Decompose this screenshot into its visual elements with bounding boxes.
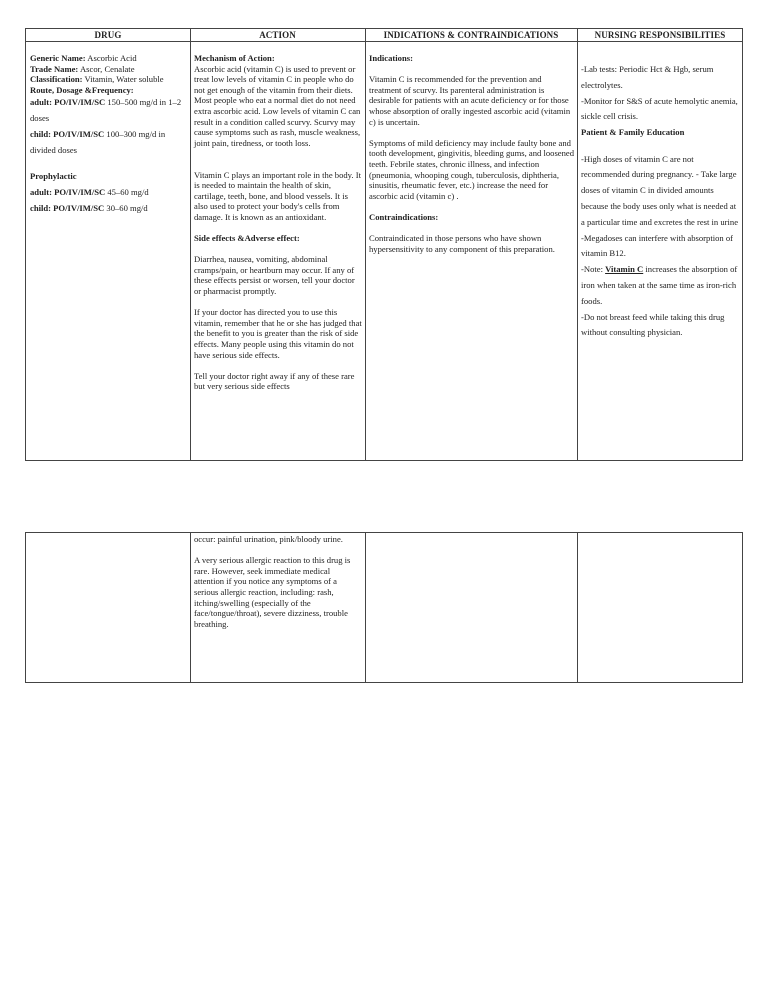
directed-text: If your doctor has directed you to use this vitamin, remember that he or she has judged that the benefit to you is greater than the risk of side effects. Many people using this vitamin do not have serious side effects.	[194, 307, 362, 360]
column-divider	[365, 29, 366, 460]
symptoms-text: Symptoms of mild deficiency may include faulty bone and tooth development, gingivitis, bleeding gums, and loosened teeth. Febrile states, chronic illness, and infection (pneumonia, whooping cough, tuberculosis, diphtheria, sinusitis, rheumatic fever, etc.) increase the need for ascorbic acid (vitamin c) .	[369, 137, 575, 201]
column-divider	[190, 29, 191, 460]
trade-name: Trade Name: Ascor, Cenalate	[30, 63, 135, 74]
classification: Classification: Vitamin, Water soluble	[30, 74, 164, 85]
megadoses-text: -Megadoses can interfere with absorption of vitamin B12.	[581, 232, 734, 259]
side-effects-title: Side effects &Adverse effect:	[194, 233, 300, 244]
header-drug: DRUG	[94, 30, 122, 40]
indications-text: Vitamin C is recommended for the prevention and treatment of scurvy. Its parenteral administration is desirable for patients with an acute deficiency or for those whose absorption of orally ingested ascorbic acid (vitamin c) is uncertain.	[369, 74, 571, 127]
adult-dose: adult: PO/IV/IM/SC 150–500 mg/d in 1–2 doses	[30, 97, 182, 124]
generic-name: Generic Name: Ascorbic Acid	[30, 53, 137, 63]
contraindications-text: Contraindicated in those persons who have shown hypersensitivity to any component of this preparation.	[369, 233, 555, 254]
drug-cell	[30, 53, 188, 217]
action-cell-continued	[194, 534, 362, 629]
contraindications-title: Contraindications:	[369, 211, 439, 222]
drug-table	[25, 28, 743, 461]
moa-text: Ascorbic acid (vitamin C) is used to prevent or treat low levels of vitamin C in people who do not get enough of the vitamin from their diets. Most people who eat a normal diet do not need extra ascorbic acid. Low levels of vitamin C can result in a condition called scurvy. Scurvy may cause symptoms such as rash, muscle weakness, joint pain, tiredness, or tooth loss.	[194, 63, 361, 148]
drug-table-continued	[25, 532, 743, 683]
allergy-text: A very serious allergic reaction to this drug is rare. However, seek immediate medical attention if you notice any symptoms of a serious allergic reaction, including: rash, itching/swelling (especially of the face/tongue/throat), severe dizziness, trouble breathing.	[194, 555, 351, 629]
route-dosage-title: Route, Dosage &Frequency:	[30, 84, 134, 95]
child-dose: child: PO/IV/IM/SC 100–300 mg/d in divided doses	[30, 128, 166, 155]
occur-text: occur: painful urination, pink/bloody urine.	[194, 534, 343, 544]
column-divider	[365, 533, 366, 682]
column-divider	[190, 533, 191, 682]
table-header-row	[26, 29, 742, 42]
tell-text: Tell your doctor right away if any of these rare but very serious side effects	[194, 370, 355, 392]
lab-tests: -Lab tests: Periodic Hct & Hgb, serum electrolytes.	[581, 64, 714, 90]
prophylactic-adult: adult: PO/IV/IM/SC 45–60 mg/d	[30, 186, 149, 197]
monitor-text: -Monitor for S&S of acute hemolytic anemia, sickle cell crisis.	[581, 95, 738, 122]
note-text: -Note: Vitamin C increases the absorption of iron when taken at the same time as iron-rich foods.	[581, 264, 738, 306]
indications-title: Indications:	[369, 53, 413, 63]
indications-cell	[369, 53, 575, 254]
role-text: Vitamin C plays an important role in the body. It is needed to maintain the health of skin, cartilage, teeth, bone, and blood vessels. It is also used to protect your body's cells from damage. It is known as an antioxidant.	[194, 169, 361, 222]
header-action: ACTION	[259, 30, 296, 40]
moa-title: Mechanism of Action:	[194, 53, 275, 63]
header-indications: INDICATIONS & CONTRAINDICATIONS	[383, 30, 559, 40]
action-cell	[194, 53, 362, 392]
education-title: Patient & Family Education	[581, 127, 685, 138]
prophylactic-title: Prophylactic	[30, 171, 77, 182]
side-effects-text: Diarrhea, nausea, vomiting, abdominal cramps/pain, or heartburn may occur. If any of these effects persist or worsen, tell your doctor or pharmacist promptly.	[194, 254, 355, 297]
prophylactic-child: child: PO/IV/IM/SC 30–60 mg/d	[30, 202, 148, 213]
column-divider	[577, 533, 578, 682]
header-nursing: NURSING RESPONSIBILITIES	[594, 30, 726, 40]
nursing-cell	[581, 62, 741, 341]
breastfeed-text: -Do not breast feed while taking this drug without consulting physician.	[581, 311, 725, 338]
column-divider	[577, 29, 578, 460]
high-doses-text: -High doses of vitamin C are not recommended during pregnancy. - Take large doses of vitamin C in divided amounts because the body uses only what is needed at a particular time and excretes the rest in urine	[581, 153, 739, 227]
